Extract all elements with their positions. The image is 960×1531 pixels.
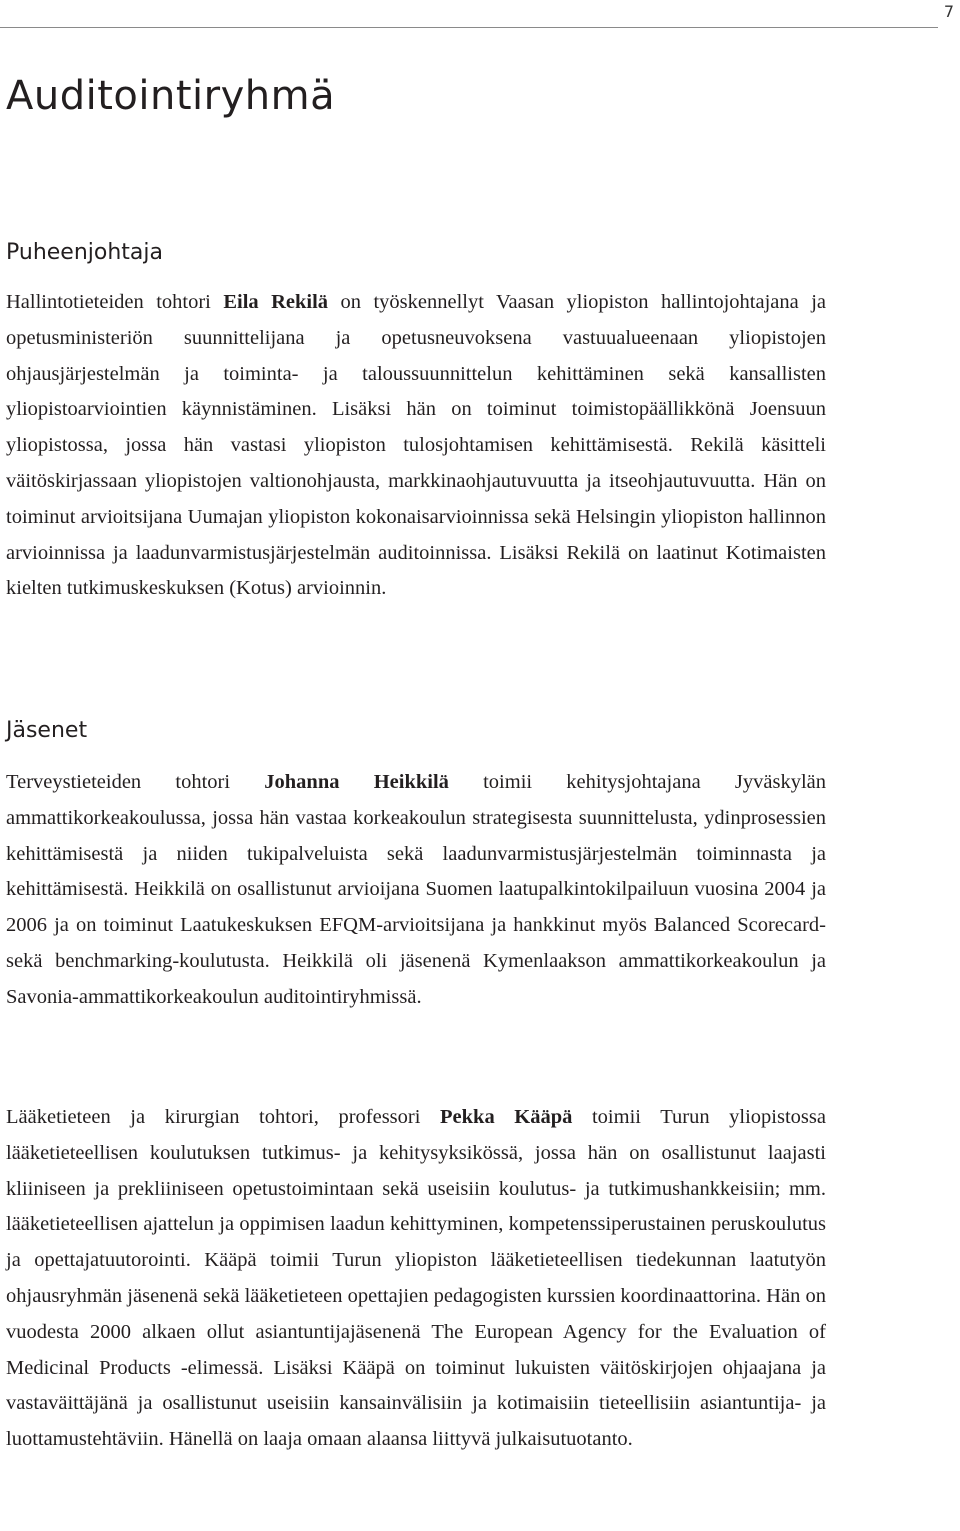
page-number: 7 [943, 2, 954, 21]
header-rule [0, 27, 938, 28]
page-title: Auditointiryhmä [6, 73, 336, 119]
member-name: Pekka Kääpä [440, 1106, 573, 1128]
chair-paragraph [6, 285, 826, 607]
chair-text: on työskennellyt Vaasan yliopiston hallintojohtajana ja opetusministeriön suunnittelijana ja opetusneuvoksena vastuualueenaan yliopistojen ohjausjärjestelmän ja toiminta- ja taloussuunnittelun kehittäminen sekä kansallisten yliopistoarviointien käynnistäminen. Lisäksi hän on toiminut toimistopäällikkönä Joensuun yliopistossa, jossa hän vastasi yliopiston tulosjohtamisen kehittämisestä. Rekilä käsitteli väitöskirjassaan yliopistojen valtionohjausta, markkinaohjautuvuutta ja itseohjautuvuutta. Hän on toiminut arvioitsijana Uumajan yliopiston kokonaisarvioinnissa sekä Helsingin yliopiston hallinnon arvioinnissa ja laadunvarmistusjärjestelmän auditoinnissa. Lisäksi Rekilä on laatinut Kotimaisten kielten tutkimuskeskuksen (Kotus) arvioinnin. [6, 291, 826, 600]
member-text: toimii Turun yliopistossa lääketieteellisen koulutuksen tutkimus- ja kehitysyksikössä, jossa hän on osallistunut laajasti kliiniseen ja prekliiniseen opetustoimintaan sekä useisiin koulutus- ja tutkimushankkeisiin; mm. lääketieteellisen ajattelun ja oppimisen laadun kehittyminen, kompetenssiperustainen peruskoulutus ja opettajatuutorointi. Kääpä toimii Turun yliopiston lääketieteellisen tiedekunnan laatutyön ohjausryhmän jäsenenä sekä lääketieteen opettajien pedagogisten kurssien koordinaattorina. Hän on vuodesta 2000 alkaen ollut asiantuntijajäsenenä The European Agency for the Evaluation of Medicinal Products -elimessä. Lisäksi Kääpä on toiminut lukuisten väitöskirjojen ohjaajana ja vastaväittäjänä ja osallistunut useisiin kansainvälisiin ja kotimaisiin tieteellisiin asiantuntija- ja luottamustehtäviin. Hänellä on laaja omaan alaansa liittyvä julkaisutuotanto. [6, 1106, 826, 1451]
member-intro: Lääketieteen ja kirurgian tohtori, professori [6, 1106, 441, 1128]
chair-intro: Hallintotieteiden tohtori [6, 291, 224, 313]
member-name: Johanna Heikkilä [264, 771, 449, 793]
member-intro: Terveystieteiden tohtori [6, 771, 265, 793]
section-heading-chair: Puheenjohtaja [6, 240, 163, 265]
member-paragraph [6, 765, 826, 1016]
chair-name: Eila Rekilä [223, 291, 329, 313]
section-heading-members: Jäsenet [6, 718, 88, 743]
member-paragraph [6, 1100, 826, 1458]
member-text: toimii kehitysjohtajana Jyväskylän ammattikorkeakoulussa, jossa hän vastaa korkeakoulun strategisesta suunnittelusta, ydinprosessien kehittämisestä ja niiden tukipalveluista sekä laadunvarmistusjärjestelmän toiminnasta ja kehittämisestä. Heikkilä on osallistunut arvioijana Suomen laatupalkintokilpailuun vuosina 2004 ja 2006 ja on toiminut Laatukeskuksen EFQM-arvioitsijana ja hankkinut myös Balanced Scorecard- sekä benchmarking-koulutusta. Heikkilä oli jäsenenä Kymenlaakson ammattikorkeakoulun ja Savonia-ammattikorkeakoulun auditointiryhmissä. [6, 771, 826, 1008]
